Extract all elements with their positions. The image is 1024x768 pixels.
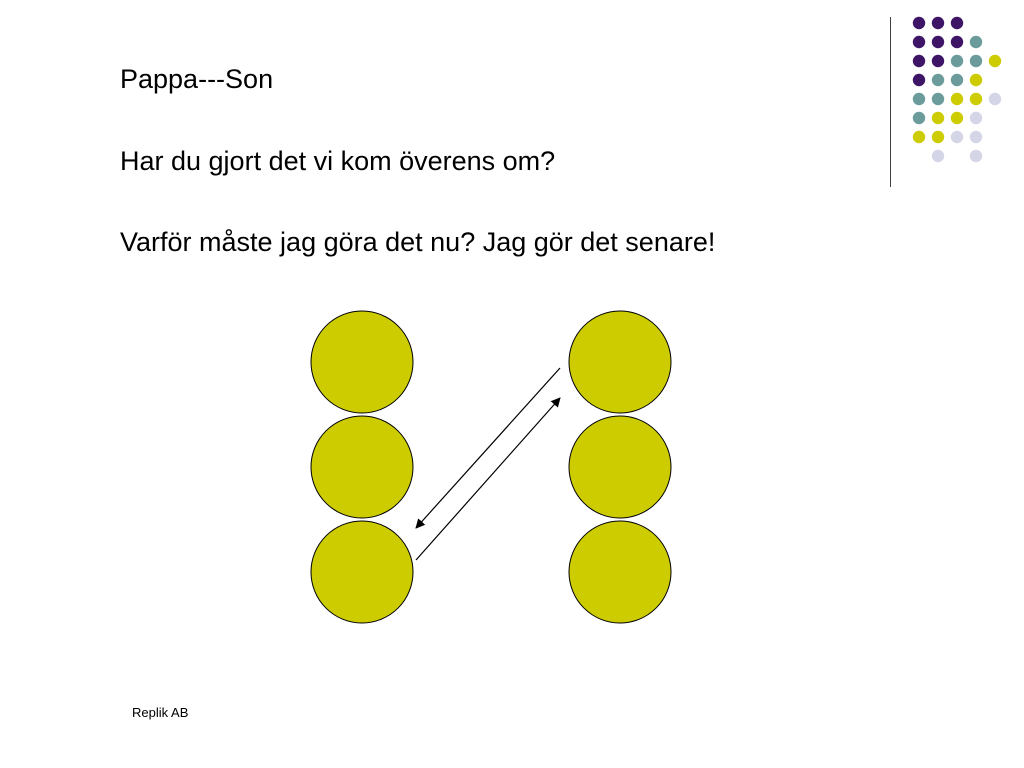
- footer-company: Replik AB: [132, 705, 189, 720]
- right-circle-3: [569, 521, 671, 623]
- arrow-to-left: [416, 368, 560, 528]
- right-circle-column: [569, 311, 671, 623]
- slide-question: Har du gjort det vi kom överens om?: [120, 146, 556, 176]
- left-circle-column: [311, 311, 413, 623]
- slide-title: Pappa---Son: [120, 64, 274, 94]
- left-circle-3: [311, 521, 413, 623]
- arrow-to-right: [416, 398, 560, 560]
- right-circle-1: [569, 311, 671, 413]
- left-circle-1: [311, 311, 413, 413]
- left-circle-2: [311, 416, 413, 518]
- slide-answer: Varför måste jag göra det nu? Jag gör det senare!: [120, 227, 716, 257]
- right-circle-2: [569, 416, 671, 518]
